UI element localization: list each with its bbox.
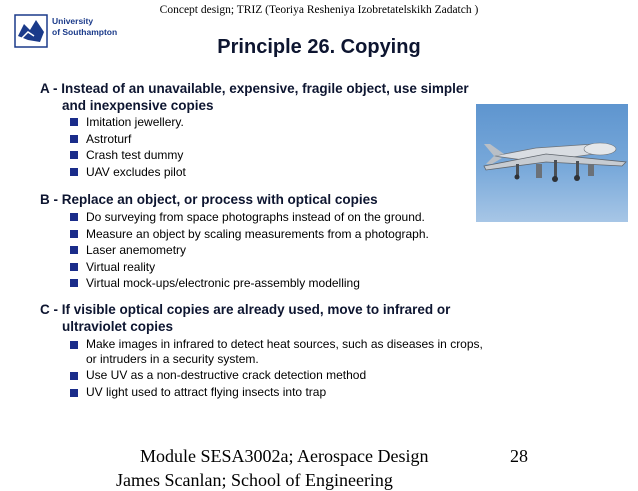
bullet-square-icon bbox=[70, 230, 78, 238]
section-a-line1: A - Instead of an unavailable, expensive, fragile object, use simpler bbox=[40, 81, 469, 96]
bullet-square-icon bbox=[70, 213, 78, 221]
list-item: Measure an object by scaling measurements from a photograph. bbox=[70, 226, 429, 243]
section-a-list bbox=[70, 114, 186, 180]
list-item: Make images in infrared to detect heat sources, such as diseases in crops, or intruders in a security system. bbox=[70, 337, 483, 366]
section-b-list bbox=[70, 209, 429, 292]
section-c-line1: C - If visible optical copies are already used, move to infrared or bbox=[40, 302, 451, 317]
section-b-heading bbox=[40, 191, 378, 208]
bullet-square-icon bbox=[70, 168, 78, 176]
list-item: Imitation jewellery. bbox=[70, 114, 186, 131]
section-a-line2: and inexpensive copies bbox=[62, 98, 214, 113]
list-item: Do surveying from space photographs instead of on the ground. bbox=[70, 209, 429, 226]
logo-line-1: University bbox=[52, 16, 94, 26]
footer-author: James Scanlan; School of Engineering bbox=[116, 470, 393, 490]
footer-module: Module SESA3002a; Aerospace Design bbox=[140, 446, 429, 466]
bullet-square-icon bbox=[70, 118, 78, 126]
section-b-line1: B - Replace an object, or process with optical copies bbox=[40, 192, 378, 207]
bullet-square-icon bbox=[70, 246, 78, 254]
bullet-square-icon bbox=[70, 263, 78, 271]
bullet-square-icon bbox=[70, 279, 78, 287]
list-item: Virtual reality bbox=[70, 259, 429, 276]
list-item: UV light used to attract flying insects into trap bbox=[70, 385, 483, 400]
logo-line-2: of Southampton bbox=[52, 27, 118, 37]
list-item: UAV excludes pilot bbox=[70, 164, 186, 181]
uav-photo bbox=[476, 104, 628, 222]
section-a-heading bbox=[40, 80, 469, 114]
bullet-square-icon bbox=[70, 151, 78, 159]
section-c-list bbox=[70, 337, 483, 399]
list-item: Virtual mock-ups/electronic pre-assembly modelling bbox=[70, 275, 429, 292]
bullet-square-icon bbox=[70, 389, 78, 397]
uav-drone-icon bbox=[476, 104, 628, 222]
section-c-line2: ultraviolet copies bbox=[62, 319, 174, 334]
section-c-heading bbox=[40, 301, 450, 335]
slide-title: Principle 26. Copying bbox=[217, 36, 421, 58]
page-number: 28 bbox=[510, 446, 528, 466]
list-item: Crash test dummy bbox=[70, 147, 186, 164]
bullet-square-icon bbox=[70, 135, 78, 143]
list-item: Astroturf bbox=[70, 131, 186, 148]
list-item: Laser anemometry bbox=[70, 242, 429, 259]
bullet-square-icon bbox=[70, 341, 78, 349]
list-item: Use UV as a non-destructive crack detection method bbox=[70, 368, 483, 383]
header-note: Concept design; TRIZ (Teoriya Resheniya Izobretatelskikh Zadatch ) bbox=[159, 4, 479, 16]
bullet-square-icon bbox=[70, 372, 78, 380]
